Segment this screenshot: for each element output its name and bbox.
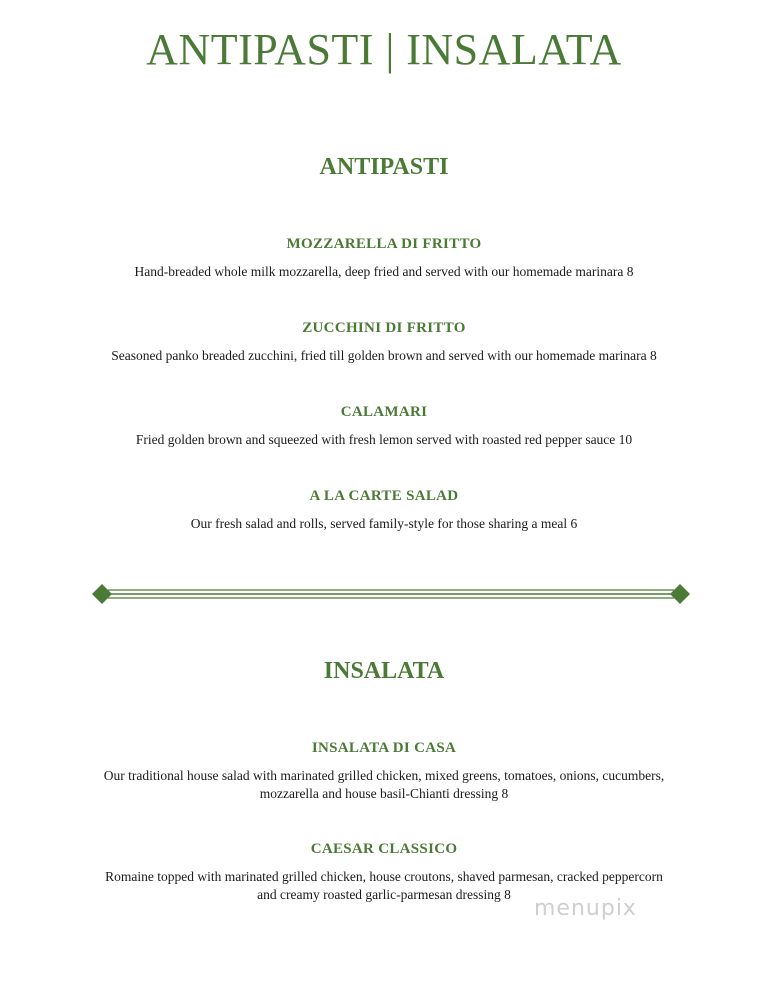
menu-item-name: CALAMARI [340, 404, 428, 420]
watermark: menupix [534, 896, 637, 921]
section-title-insalata: INSALATA [323, 658, 445, 684]
menu-item-name: INSALATA DI CASA [311, 740, 457, 756]
page-title: ANTIPASTI | INSALATA [146, 25, 622, 74]
description-line: Our traditional house salad with marinated grilled chicken, mixed greens, tomatoes, onions, cucumbers, [103, 768, 665, 783]
ornamental-divider [92, 583, 690, 605]
menu-item-description: Seasoned panko breaded zucchini, fried till golden brown and served with our homemade marinara 8 [111, 348, 657, 363]
description-line: mozzarella and house basil-Chianti dressing 8 [259, 786, 509, 801]
menu-item-name: ZUCCHINI DI FRITTO [302, 320, 466, 336]
menu-item-name: A LA CARTE SALAD [309, 488, 459, 504]
description-line: and creamy roasted garlic-parmesan dressing 8 [257, 887, 511, 902]
menu-item-description [60, 767, 708, 803]
section-title-antipasti: ANTIPASTI [319, 154, 449, 180]
menu-item-description: Our fresh salad and rolls, served family-style for those sharing a meal 6 [190, 516, 578, 531]
menu-item-description: Fried golden brown and squeezed with fresh lemon served with roasted red pepper sauce 10 [135, 432, 633, 447]
menu-item-description: Hand-breaded whole milk mozzarella, deep fried and served with our homemade marinara 8 [134, 264, 634, 279]
description-line: Romaine topped with marinated grilled chicken, house croutons, shaved parmesan, cracked peppercorn [105, 869, 663, 884]
menu-item-name: CAESAR CLASSICO [310, 841, 458, 857]
menu-item-name: MOZZARELLA DI FRITTO [286, 236, 482, 252]
